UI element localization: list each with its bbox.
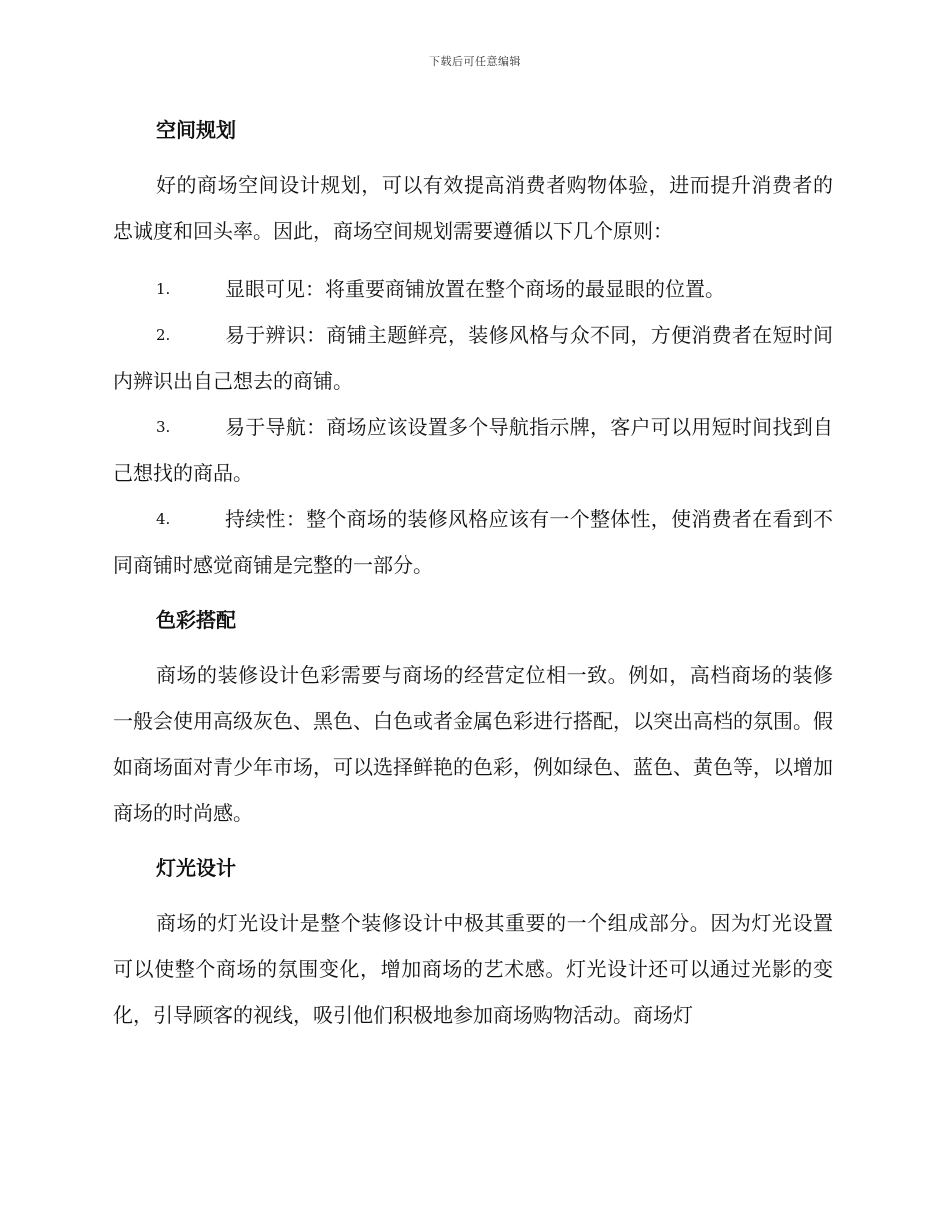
principles-list (113, 266, 833, 588)
space-intro-paragraph: 好的商场空间设计规划，可以有效提高消费者购物体验，进而提升消费者的忠诚度和回头率。因此，商场空间规划需要遵循以下几个原则： (113, 173, 833, 243)
list-item-number: 4. (156, 510, 171, 528)
list-item-text: 持续性：整个商场的装修风格应该有一个整体性，使消费者在看到不同商铺时感觉商铺是完整的一部分。 (113, 507, 833, 577)
section-heading-lighting: 灯光设计 (156, 856, 236, 880)
page-header: 下载后可任意编辑 (429, 55, 521, 68)
section-heading-space: 空间规划 (156, 118, 236, 142)
list-item (113, 266, 833, 312)
list-item-number: 1. (156, 280, 171, 298)
list-item-text: 易于辨识：商铺主题鲜亮，装修风格与众不同，方便消费者在短时间内辨识出自己想去的商铺。 (113, 323, 833, 393)
color-paragraph: 商场的装修设计色彩需要与商场的经营定位相一致。例如，高档商场的装修一般会使用高级灰色、黑色、白色或者金属色彩进行搭配，以突出高档的氛围。假如商场面对青少年市场，可以选择鲜艳的色彩，例如绿色、蓝色、黄色等，以增加商场的时尚感。 (113, 663, 833, 825)
list-item-number: 2. (156, 326, 171, 344)
list-item-text: 显眼可见：将重要商铺放置在整个商场的最显眼的位置。 (225, 277, 725, 301)
document-body (113, 110, 833, 1038)
list-item (113, 496, 833, 588)
list-item-text: 易于导航：商场应该设置多个导航指示牌，客户可以用短时间找到自己想找的商品。 (113, 415, 833, 485)
section-heading-color: 色彩搭配 (156, 608, 236, 632)
list-item-number: 3. (156, 418, 171, 436)
list-item (113, 312, 833, 404)
lighting-paragraph: 商场的灯光设计是整个装修设计中极其重要的一个组成部分。因为灯光设置可以使整个商场的氛围变化，增加商场的艺术感。灯光设计还可以通过光影的变化，引导顾客的视线，吸引他们积极地参加商场购物活动。商场灯 (113, 911, 833, 1027)
list-item (113, 404, 833, 496)
